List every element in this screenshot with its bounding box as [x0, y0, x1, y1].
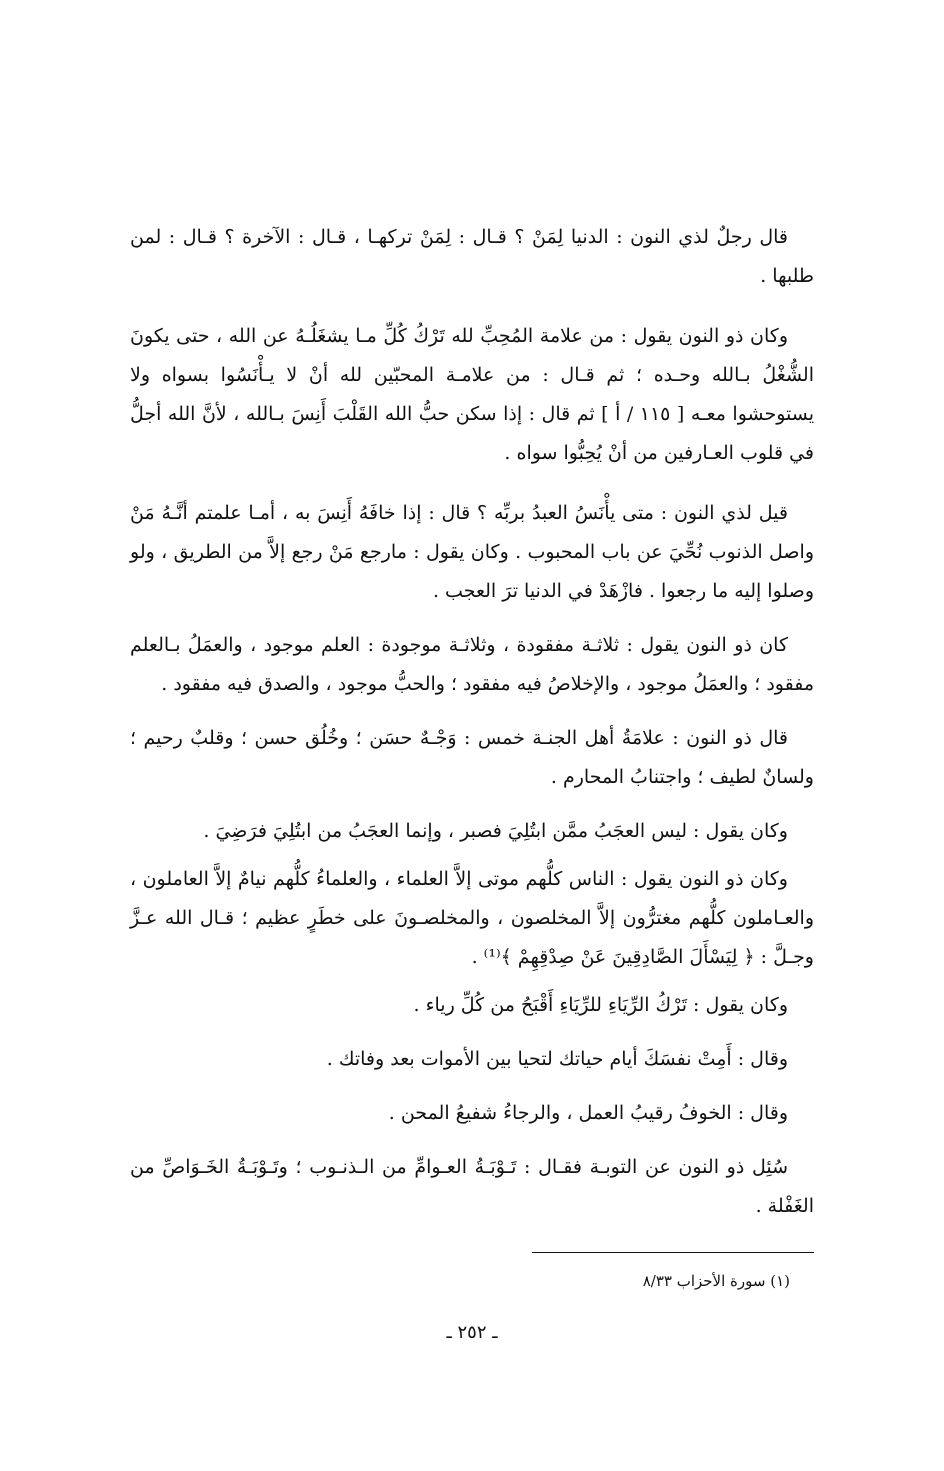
paragraph: وقال : الخوفُ رقيبُ العمل ، والرجاءُ شفيعُ المحن .	[388, 1102, 788, 1124]
footnote: (١) سورة الأحزاب ٨/٣٣	[642, 1272, 790, 1290]
paragraph: قال ذو النون : علامَةُ أهل الجنـة خمس : وَجْـهٌ حسَن ؛ وخُلُق حسن ؛ وقلبٌ رحيم ؛ ولسانٌ لطيف ؛ واجتنابُ المحارم .	[130, 727, 814, 788]
paragraph: قال رجلٌ لذي النون : الدنيا لِمَنْ ؟ قـال : لِمَنْ تركهـا ، قـال : الآخرة ؟ قـال : لمن طلبها .	[130, 226, 814, 287]
page-body	[130, 218, 814, 1226]
paragraph: سُئِل ذو النون عن التوبـة فقـال : تَـوْبَـةُ العـوامِّ من الـذنـوب ؛ وتَـوْبَـةُ الخَـوَاصِّ من الغَفْلة .	[130, 1156, 814, 1217]
paragraph: وكان ذو النون يقول : من علامة المُحِبِّ لله تَرْكُ كُلِّ مـا يشغَلُـهُ عن الله ، حتى يكونَ الشُّغْلُ بـالله وحـده ؛ ثم قـال : من علامـة المحبّين لله أنْ لا يـأْنَسُوا بسواه ولا يستوحشوا معـه [ ١١٥ / أ ] ثم قال : إذا سكن حبُّ الله القَلْبَ أَنِسَ بـالله ، لأنَّ الله أجلُّ في قلوب العـارفين من أنْ يُحِبُّوا سواه .	[130, 325, 814, 464]
paragraph: وقال : أَمِتْ نفسَكَ أيام حياتك لتحيا بين الأموات بعد وفاتك .	[326, 1048, 788, 1070]
paragraph: وكان يقول : تَرْكُ الرِّيَاءِ للرِّيَاءِ أَقْبَحُ من كُلِّ رياء .	[413, 994, 788, 1016]
page-number: ـ ٢٥٢ ـ	[446, 1322, 498, 1343]
paragraph: قيل لذي النون : متى يأْنَسُ العبدُ بربِّه ؟ قال : إذا خافَهُ أَنِسَ به ، أمـا علمتم أنَّـهُ مَنْ واصل الذنوب نُحِّيَ عن باب المحبوب . وكان يقول : مارجع مَنْ رجع إلاَّ من الطريق ، ولو وصلوا إليه ما رجعوا . فازْهَدْ في الدنيا ترَ العجب .	[130, 502, 814, 602]
paragraph: وكان ذو النون يقول : الناس كلُّهم موتى إلاَّ العلماء ، والعلماءُ كلُّهم نيامٌ إلاَّ العاملون ، والعـاملون كلُّهم مغترُّون إلاَّ المخلصون ، والمخلصـونَ على خطَرٍ عظيم ؛ قـال الله عـزَّ وجـلَّ : ﴿ لِيَسْأَلَ الصَّادِقِينَ عَنْ صِدْقِهِمْ ﴾⁽¹⁾ .	[130, 868, 814, 968]
paragraph: كان ذو النون يقول : ثلاثـة مفقودة ، وثلاثـة موجودة : العلم موجود ، والعمَلُ بـالعلم مفقود ؛ والعمَلُ موجود ، والإخلاصُ فيه مفقود ؛ والحبُّ موجود ، والصدق فيه مفقود .	[130, 634, 814, 695]
footnote-divider	[532, 1252, 814, 1253]
paragraph: وكان يقول : ليس العجَبُ ممَّن ابتُلِيَ فصبر ، وإنما العجَبُ من ابتُلِيَ فرَضِيَ .	[203, 820, 788, 842]
